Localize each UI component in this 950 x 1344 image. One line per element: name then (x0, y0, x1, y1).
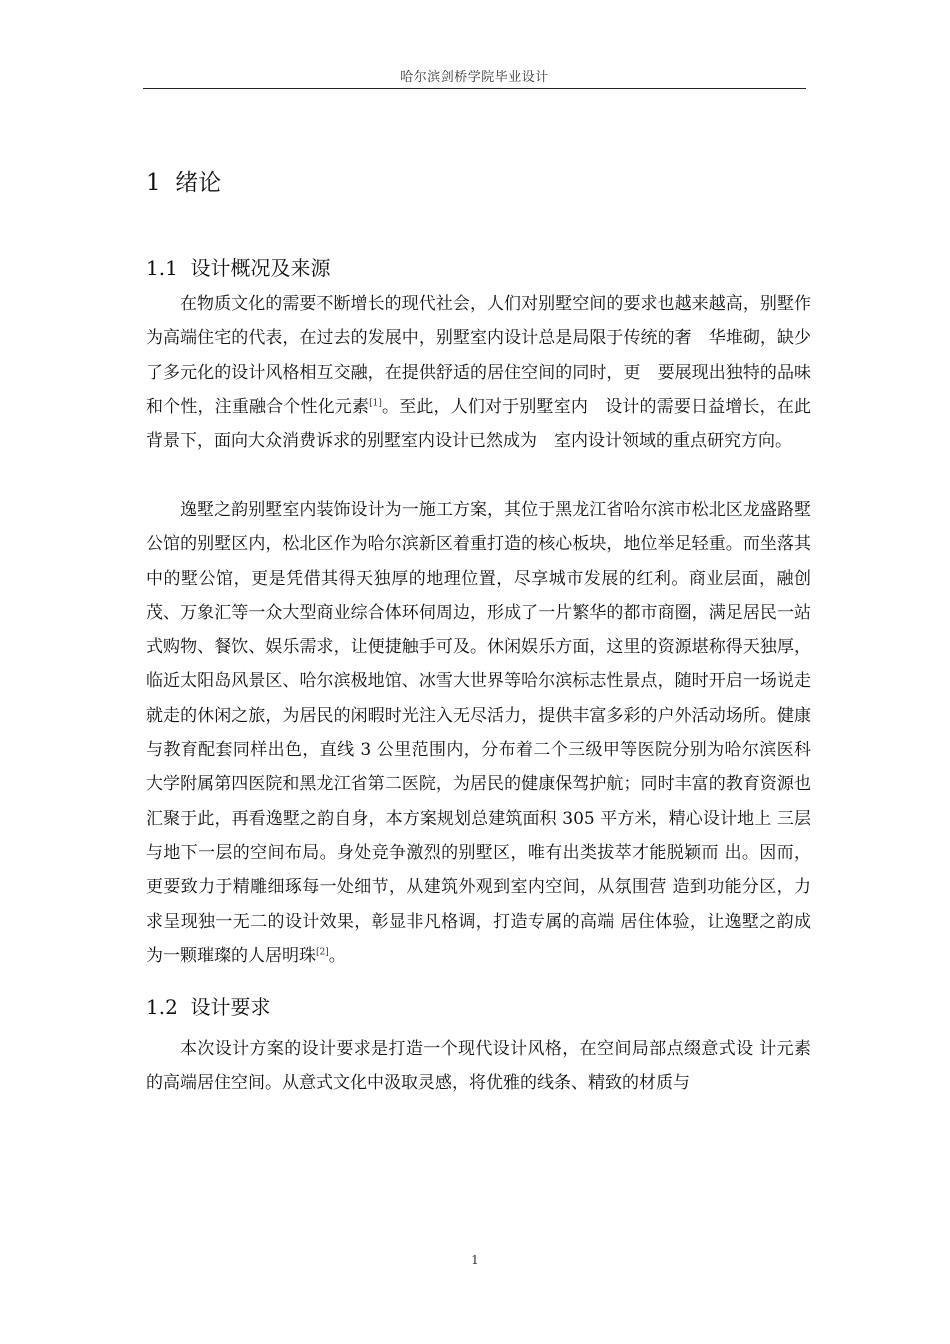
section-number: 1.2 (146, 995, 178, 1019)
citation-1[interactable]: [1] (369, 398, 382, 409)
chapter-title: 绪论 (175, 170, 222, 196)
page-number: 1 (471, 1253, 479, 1267)
section-heading-1-2 (146, 991, 271, 1020)
paragraph-requirements (146, 1032, 811, 1101)
section-heading-1-1 (146, 252, 331, 281)
paragraph-location (146, 493, 811, 973)
chapter-number: 1 (146, 170, 161, 196)
chapter-heading (146, 164, 221, 197)
paragraph-overview (146, 287, 811, 458)
page-header: 哈尔滨剑桥学院毕业设计 (400, 70, 549, 85)
paragraph-text: 在物质文化的需要不断增长的现代社会，人们对别墅空间的要求也越来越高，别墅作为高端住宅的代表，在过去的发展中，别墅室内设计总是局限于传统的奢 华堆砌，缺少了多元化的设计风格相互交融，在提供舒适的居住空间的同时，更 要展现出独特的品味和个性，注重融合个性化元素 (146, 294, 811, 417)
paragraph-text: 本次设计方案的设计要求是打造一个现代设计风格，在空间局部点缀意式设 计元素的高端居住空间。从意式文化中汲取灵感，将优雅的线条、精致的材质与 (146, 1039, 811, 1094)
section-title: 设计概况及来源 (190, 256, 331, 280)
header-rule (143, 88, 806, 89)
paragraph-text: 逸墅之韵别墅室内装饰设计为一施工方案，其位于黑龙江省哈尔滨市松北区龙盛路墅公馆的别墅区内，松北区作为哈尔滨新区着重打造的核心板块，地位举足轻重。而坐落其中的墅公馆，更是凭借其得天独厚的地理位置，尽享城市发展的红利。商业层面，融创茂、万象汇等一众大型商业综合体环伺周边，形成了一片繁华的都市商圈，满足居民一站式购物、餐饮、娱乐需求，让便捷触手可及。休闲娱乐方面，这里的资源堪称得天独厚，临近太阳岛风景区、哈尔滨极地馆、冰雪大世界等哈尔滨标志性景点，随时开启一场说走就走的休闲之旅，为居民的闲暇时光注入无尽活力，提供丰富多彩的户外活动场所。健康与教育配套同样出色，直线 3 公里范围内，分布着二个三级甲等医院分别为哈尔滨医科大学附属第四医院和黑龙江省第二医院，为居民的健康保驾护航；同时丰富的教育资源也汇聚于此，再看逸墅之韵自身，本方案规划总建筑面积 305 平方米，精心设计地上 三层与地下一层的空间布局。身处竞争激烈的别墅区，唯有出类拔萃才能脱颖而 出。因而，更要致力于精雕细琢每一处细节，从建筑外观到室内空间，从氛围营 造到功能分区，力求呈现独一无二的设计效果，彰显非凡格调，打造专属的高端 居住体验，让逸墅之韵成为一颗璀璨的人居明珠 (146, 500, 811, 966)
paragraph-text-tail: 。至此，人们对于别墅室内 设计的需要日益增长，在此背景下，面向大众消费诉求的别墅室内设计已然成为 室内设计领域的重点研究方向。 (146, 396, 812, 452)
citation-2[interactable]: [2] (316, 947, 329, 958)
paragraph-text-tail: 。 (328, 945, 346, 966)
section-number: 1.1 (146, 256, 178, 280)
section-title: 设计要求 (190, 995, 271, 1019)
